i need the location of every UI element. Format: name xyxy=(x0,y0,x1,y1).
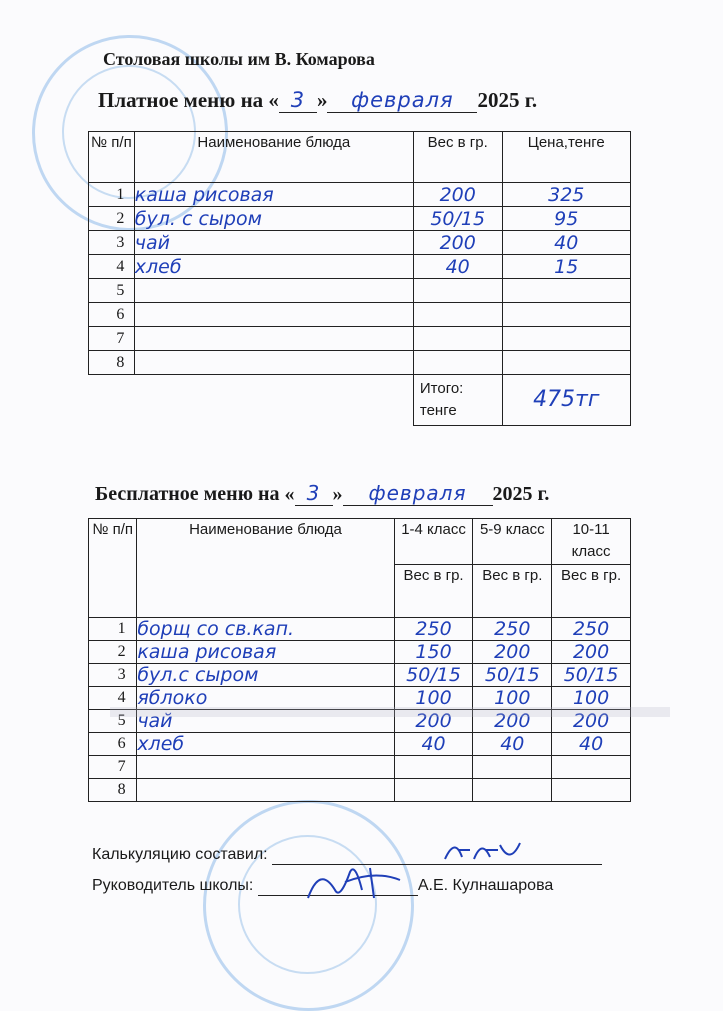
row-num: 4 xyxy=(89,687,137,710)
weight-1-4: 200 xyxy=(394,710,473,733)
table-row xyxy=(89,255,631,279)
dish-name: чай xyxy=(134,231,413,255)
paid-menu-title: Платное меню на « 3 » февраля 2025 г. xyxy=(98,88,538,112)
free-menu-title: Бесплатное меню на « 3 » февраля 2025 г. xyxy=(95,481,550,505)
col-num-header: № п/п xyxy=(89,132,135,183)
weight-10-11: 50/15 xyxy=(552,664,631,687)
weight-1-4: 40 xyxy=(394,733,473,756)
col-class-10-11: 10-11 класс xyxy=(552,519,631,565)
dish-name: яблоко xyxy=(137,687,394,710)
dish-weight: 50/15 xyxy=(413,207,502,231)
weight-5-9: 200 xyxy=(473,710,552,733)
row-num: 5 xyxy=(89,279,135,303)
col-name-header: Наименование блюда xyxy=(134,132,413,183)
weight-10-11: 100 xyxy=(552,687,631,710)
row-num: 4 xyxy=(89,255,135,279)
paid-day: 3 xyxy=(279,88,317,113)
weight-5-9: 250 xyxy=(473,618,552,641)
calc-signature-icon xyxy=(440,835,530,865)
table-row xyxy=(89,279,631,303)
calc-label: Калькуляцию составил: xyxy=(92,846,268,863)
weight-5-9: 100 xyxy=(473,687,552,710)
table-row xyxy=(89,207,631,231)
dish-price: 40 xyxy=(502,231,630,255)
row-num: 5 xyxy=(89,710,137,733)
paid-title-suffix: 2025 г. xyxy=(477,88,538,112)
total-label: Итого: тенге xyxy=(413,375,502,426)
weight-1-4: 50/15 xyxy=(394,664,473,687)
weight-5-9: 50/15 xyxy=(473,664,552,687)
scan-artifact-strip xyxy=(110,707,670,717)
free-day: 3 xyxy=(295,481,333,506)
dish-name: чай xyxy=(137,710,394,733)
table-row xyxy=(89,183,631,207)
col-weight-header: Вес в гр. xyxy=(413,132,502,183)
sub-weight-header: Вес в гр. xyxy=(394,565,473,618)
table-row xyxy=(89,733,631,756)
col-class-1-4: 1-4 класс xyxy=(394,519,473,565)
dish-weight: 200 xyxy=(413,183,502,207)
table-row xyxy=(89,756,631,779)
dish-weight: 40 xyxy=(413,255,502,279)
dish-name: борщ со св.кап. xyxy=(137,618,394,641)
weight-1-4: 100 xyxy=(394,687,473,710)
table-row xyxy=(89,779,631,802)
row-num: 7 xyxy=(89,756,137,779)
weight-10-11: 250 xyxy=(552,618,631,641)
dish-name: бул. с сыром xyxy=(134,207,413,231)
weight-5-9: 200 xyxy=(473,641,552,664)
table-row xyxy=(89,351,631,375)
dish-price: 15 xyxy=(502,255,630,279)
dish-weight: 200 xyxy=(413,231,502,255)
head-label: Руководитель школы: xyxy=(92,877,254,894)
row-num: 1 xyxy=(89,183,135,207)
sub-weight-header: Вес в гр. xyxy=(552,565,631,618)
dish-price: 325 xyxy=(502,183,630,207)
free-menu-table xyxy=(88,518,631,802)
free-title-prefix: Бесплатное меню на « xyxy=(95,483,295,505)
weight-10-11: 200 xyxy=(552,641,631,664)
row-num: 8 xyxy=(89,351,135,375)
dish-name: бул.с сыром xyxy=(137,664,394,687)
row-num: 2 xyxy=(89,641,137,664)
school-title: Столовая школы им В. Комарова xyxy=(103,49,375,69)
dish-name: каша рисовая xyxy=(137,641,394,664)
weight-5-9: 40 xyxy=(473,733,552,756)
paid-month: февраля xyxy=(327,88,477,113)
table-row xyxy=(89,618,631,641)
dish-name: каша рисовая xyxy=(134,183,413,207)
table-row xyxy=(89,664,631,687)
row-num: 8 xyxy=(89,779,137,802)
head-signature-icon xyxy=(300,860,410,905)
table-row xyxy=(89,231,631,255)
col-class-5-9: 5-9 класс xyxy=(473,519,552,565)
weight-1-4: 150 xyxy=(394,641,473,664)
row-num: 6 xyxy=(89,733,137,756)
row-num: 2 xyxy=(89,207,135,231)
weight-1-4: 250 xyxy=(394,618,473,641)
free-title-suffix: 2025 г. xyxy=(492,483,550,505)
col-num-header: № п/п xyxy=(89,519,137,618)
paid-title-prefix: Платное меню на « xyxy=(98,88,279,112)
row-num: 6 xyxy=(89,303,135,327)
free-month: февраля xyxy=(343,481,493,506)
table-row xyxy=(89,303,631,327)
paid-menu-table xyxy=(88,131,631,426)
col-name-header: Наименование блюда xyxy=(137,519,394,618)
row-num: 3 xyxy=(89,664,137,687)
col-price-header: Цена,тенге xyxy=(502,132,630,183)
total-value: 475тг xyxy=(502,375,630,426)
dish-name: хлеб xyxy=(134,255,413,279)
row-num: 7 xyxy=(89,327,135,351)
table-row xyxy=(89,641,631,664)
dish-price: 95 xyxy=(502,207,630,231)
weight-10-11: 40 xyxy=(552,733,631,756)
row-num: 1 xyxy=(89,618,137,641)
row-num: 3 xyxy=(89,231,135,255)
dish-name: хлеб xyxy=(137,733,394,756)
head-name: А.Е. Кулнашарова xyxy=(417,877,554,894)
sub-weight-header: Вес в гр. xyxy=(473,565,552,618)
table-row xyxy=(89,327,631,351)
weight-10-11: 200 xyxy=(552,710,631,733)
